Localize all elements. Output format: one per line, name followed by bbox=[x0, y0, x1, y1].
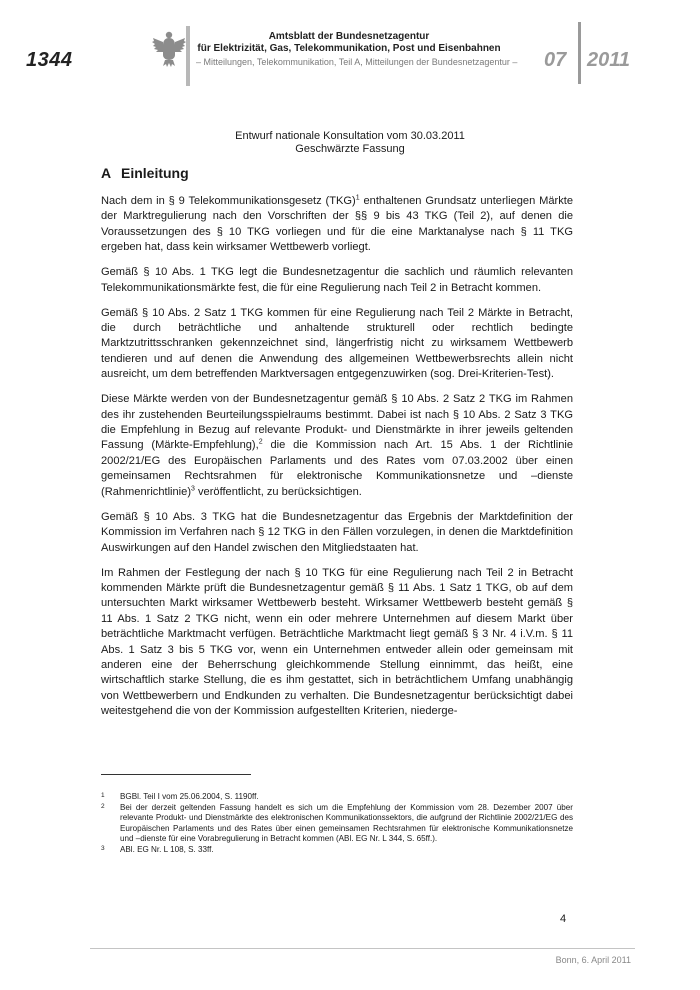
page-header bbox=[0, 0, 700, 90]
footnote-text: Bei der derzeit geltenden Fassung handelt es sich um die Empfehlung der Kommission vom 28. Dezember 2007 über relevante Produkt- und Dienstmärkte des elektronischen Kommunikationssektors, die aufgrund der Richtlinie 2002/21/EG des Europäischen Parlaments und des Rates über einen gemeinsamen Rechtsrahmen für elektronische Kommunikationsnetze und –dienste für eine Vorabregulierung in Betracht kommen (ABl. EG Nr. L 344, S. 65ff.). bbox=[120, 802, 573, 843]
body-text bbox=[101, 194, 573, 729]
paragraph-text: Diese Märkte werden von der Bundesnetzagentur gemäß § 10 Abs. 2 Satz 2 TKG im Rahmen des ihr zustehenden Beurteilungsspielraums bestimmt. Dabei ist nach § 10 Abs. 2 Satz 3 TKG die Empfehlung in Bezug auf relevante Produkt- und Dienstmärkte in ihrer jeweils geltenden Fassung (Märkte-Empfehlung), bbox=[101, 393, 573, 452]
footnote-divider bbox=[101, 774, 251, 775]
paragraph-text: veröffentlicht, zu berücksichtigen. bbox=[194, 485, 362, 498]
paragraph: Gemäß § 10 Abs. 1 TKG legt die Bundesnetzagentur die sachlich und räumlich relevanten Telekommunikationsmärkte fest, die für eine Regulierung nach Teil 2 in Betracht kommen. bbox=[101, 266, 573, 294]
gazette-title: Amtsblatt der Bundesnetzagentur bbox=[268, 31, 430, 42]
footnote bbox=[101, 803, 573, 845]
federal-eagle-icon bbox=[152, 30, 186, 68]
draft-note-line1: Entwurf nationale Konsultation vom 30.03.2011 bbox=[235, 130, 465, 142]
gazette-section: – Mitteilungen, Telekommunikation, Teil A, Mitteilungen der Bundesnetzagentur – bbox=[196, 57, 518, 67]
paragraph-text: enthaltenen Grundsatz unterliegen Märkte der Marktregulierung nach den Vorschriften der §§ 9 bis 43 TKG (Teil 2), auf denen die Voraussetzungen des § 10 TKG vorliegen und für die eine Marktanalyse nach § 11 TKG ergeben hat, dass kein wirksamer Wettbewerb vorliegt. bbox=[101, 195, 573, 254]
footnote-number: 3 bbox=[101, 844, 105, 852]
footnote-ref: 3 bbox=[191, 485, 195, 492]
issue-label: 07 bbox=[544, 49, 567, 71]
page-issue-number: 1344 bbox=[26, 49, 73, 71]
paragraph bbox=[101, 392, 573, 500]
footer-divider bbox=[90, 948, 635, 949]
draft-note-line2: Geschwärzte Fassung bbox=[295, 143, 405, 155]
gazette-subtitle: für Elektrizität, Gas, Telekommunikation, Post und Eisenbahnen bbox=[197, 43, 501, 54]
section-title: Einleitung bbox=[121, 165, 189, 181]
footnote bbox=[101, 792, 573, 803]
paragraph: Gemäß § 10 Abs. 3 TKG hat die Bundesnetzagentur das Ergebnis der Marktdefinition der Kommission im Verfahren nach § 12 TKG in den Fällen vorzulegen, in denen die Marktdefinition Auswirkungen auf den Handel zwischen den Mitgliedstaaten hat. bbox=[101, 510, 573, 554]
header-divider-right bbox=[578, 22, 581, 84]
paragraph-text: Nach dem in § 9 Telekommunikationsgesetz (TKG) bbox=[101, 195, 356, 207]
footnote-number: 2 bbox=[101, 802, 105, 810]
footnote bbox=[101, 845, 573, 856]
section-letter: A bbox=[101, 165, 112, 181]
footer-date: Bonn, 6. April 2011 bbox=[555, 955, 631, 965]
paragraph bbox=[101, 194, 573, 256]
footnote-text: BGBl. Teil I vom 25.06.2004, S. 1190ff. bbox=[120, 792, 259, 801]
footnotes bbox=[101, 792, 573, 855]
footnote-text: ABl. EG Nr. L 108, S. 33ff. bbox=[120, 844, 214, 854]
footnote-number: 1 bbox=[101, 792, 105, 799]
section-heading bbox=[101, 165, 189, 181]
footnote-ref: 1 bbox=[355, 194, 360, 202]
page-number: 4 bbox=[560, 913, 567, 925]
paragraph: Im Rahmen der Festlegung der nach § 10 TKG für eine Regulierung nach Teil 2 in Betracht kommenden Märkte prüft die Bundesnetzagentur gemäß § 11 Abs. 1 Satz 1 TKG, ob auf dem untersuchten Markt wirksamer Wettbewerb besteht. Wirksamer Wettbewerb besteht gemäß § 11 Abs. 1 Satz 2 TKG nicht, wenn ein oder mehrere Unternehmen auf diesem Markt über beträchtliche Marktmacht verfügen. Beträchtliche Marktmacht liegt gemäß § 3 Nr. 4 i.V.m. § 11 Abs. 1 Satz 3 bis 5 TKG vor, wenn ein Unternehmen entweder allein oder gemeinsam mit anderen eine der Beherrschung gleichkommende Stellung einnimmt, das heißt, eine wirtschaftlich starke Stellung, die es ihm gestattet, sich in beträchtlichem Umfang unabhängig von Wettbewerbern und Endkunden zu verhalten. Die Bundesnetzagentur berücksichtigt dabei weitestgehend die von der Kommission aufgestellten Kriterien, niederge- bbox=[101, 566, 573, 718]
footnote-ref: 2 bbox=[258, 438, 263, 446]
paragraph-text: die die Kommission nach Art. 15 Abs. 1 der Richtlinie 2002/21/EG des Europäischen Parlaments und des Rates vom 07.03.2002 über einen gemeinsamen Rechtsrahmen für elektronische Kommunikationsnetze und –dienste (Rahmenrichtlinie) bbox=[101, 439, 573, 498]
paragraph: Gemäß § 10 Abs. 2 Satz 1 TKG kommen für eine Regulierung nach Teil 2 Märkte in Betracht, die durch beträchtliche und anhaltende strukturell oder rechtlich bedingte Marktzutrittsschranken gekennzeichnet sind, längerfristig nicht zu wirksamem Wettbewerb tendieren und auf denen die Anwendung des allgemeinen Wettbewerbsrechts allein nicht ausreicht, um dem betreffenden Marktversagen entgegenzuwirken (sog. Drei-Kriterien-Test). bbox=[101, 306, 573, 381]
year-label: 2011 bbox=[587, 49, 631, 71]
draft-note bbox=[100, 130, 600, 156]
